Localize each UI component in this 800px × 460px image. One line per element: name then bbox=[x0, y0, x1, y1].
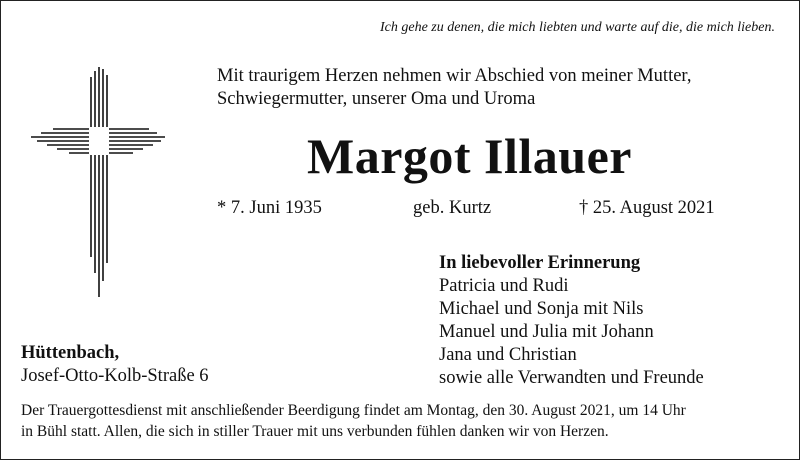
mourner-line: Manuel und Julia mit Johann bbox=[439, 322, 654, 342]
death-date: † 25. August 2021 bbox=[579, 198, 715, 218]
mourner-line: Patricia und Rudi bbox=[439, 276, 569, 296]
mourner-line: Michael und Sonja mit Nils bbox=[439, 299, 644, 319]
service-line-2: in Bühl statt. Allen, die sich in stiller Trauer mit uns verbunden fühlen danken wir von Herzen. bbox=[21, 423, 609, 440]
intro-line-1: Mit traurigem Herzen nehmen wir Abschied von meiner Mutter, bbox=[217, 66, 692, 86]
intro-text bbox=[217, 65, 691, 111]
service-line-1: Der Trauergottesdienst mit anschließender Beerdigung findet am Montag, den 30. August 2021, um 14 Uhr bbox=[21, 402, 686, 419]
street-address: Josef-Otto-Kolb-Straße 6 bbox=[21, 366, 209, 386]
motto-quote: Ich gehe zu denen, die mich liebten und warte auf die, die mich lieben. bbox=[379, 20, 775, 35]
address-block bbox=[21, 342, 209, 388]
mourner-line: sowie alle Verwandten und Freunde bbox=[439, 368, 704, 388]
mourner-line: Jana und Christian bbox=[439, 345, 577, 365]
town: Hüttenbach, bbox=[21, 343, 120, 363]
intro-line-2: Schwiegermutter, unserer Oma und Uroma bbox=[217, 89, 536, 109]
maiden-name: geb. Kurtz bbox=[413, 198, 492, 218]
mourners-list bbox=[439, 252, 704, 390]
birth-date: * 7. Juni 1935 bbox=[217, 198, 322, 218]
deceased-name: Margot Illauer bbox=[307, 128, 632, 184]
mourners-heading: In liebevoller Erinnerung bbox=[439, 253, 641, 273]
service-announcement bbox=[21, 400, 791, 442]
